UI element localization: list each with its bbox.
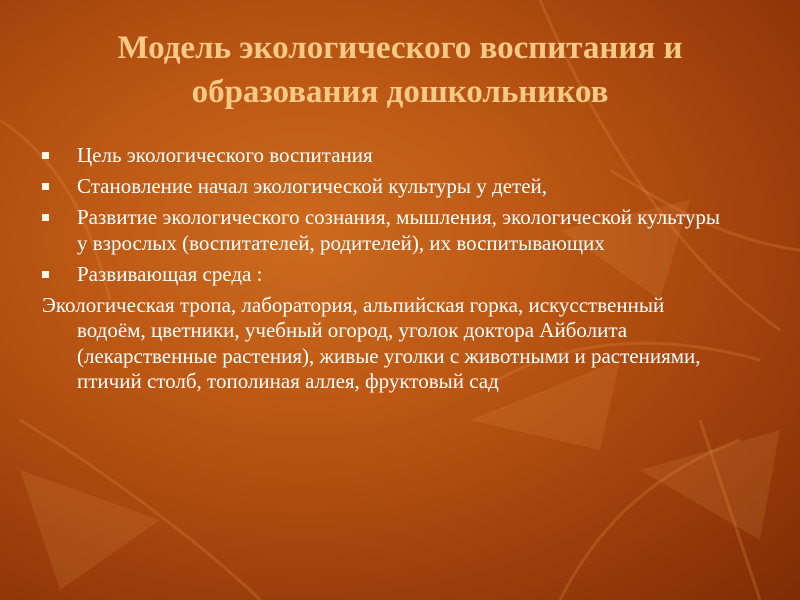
bullet-item: Становление начал экологической культуры у детей, (42, 174, 732, 200)
bullet-item: Развитие экологического сознания, мышления, экологической культуры у взрослых (воспитателей, родителей), их воспитывающих (42, 205, 732, 256)
environment-paragraph: Экологическая тропа, лаборатория, альпийская горка, искусственный водоём, цветники, учебный огород, уголок доктора Айболита (лекарственные растения), живые уголки с животными и растениями, птичий столб, тополиная аллея, фруктовый сад (42, 292, 701, 393)
slide-title: Модель экологического воспитания и образования дошкольников (117, 30, 683, 110)
bullet-item: Развивающая среда : (42, 262, 732, 288)
slide-content (42, 143, 732, 395)
bullet-item: Цель экологического воспитания (42, 143, 732, 169)
